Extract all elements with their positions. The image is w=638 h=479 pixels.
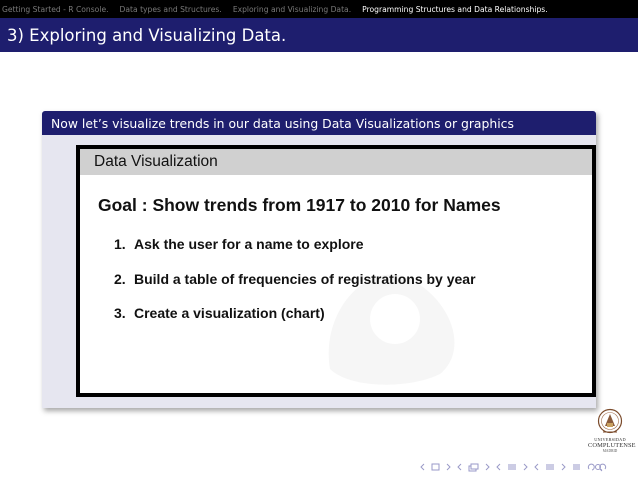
university-seal-icon — [597, 408, 623, 436]
frame-title-bar — [0, 18, 638, 52]
section-navigation-bar — [0, 0, 638, 18]
slide-icon[interactable] — [431, 463, 440, 471]
subsection-icon[interactable] — [507, 463, 517, 471]
section-next-icon[interactable] — [561, 463, 566, 471]
section-prev-icon[interactable] — [534, 463, 539, 471]
logo-line-2: COMPLUTENSE — [588, 442, 636, 449]
list-item-number: 1. — [114, 236, 126, 252]
subsection-next-icon[interactable] — [523, 463, 528, 471]
frame-title: 3) Exploring and Visualizing Data. — [7, 25, 287, 45]
slide-header-text: Data Visualization — [94, 153, 218, 170]
list-item — [114, 305, 476, 321]
nav-item-exploring[interactable]: Exploring and Visualizing Data. — [232, 4, 352, 14]
beamer-navigation-symbols — [420, 461, 607, 473]
nav-item-programming[interactable]: Programming Structures and Data Relationships. — [362, 4, 548, 14]
list-item-text: Create a visualization (chart) — [134, 305, 325, 322]
search-icon[interactable] — [587, 463, 607, 472]
slide-next-icon[interactable] — [446, 463, 451, 471]
list-item — [114, 271, 476, 287]
slide-header — [80, 149, 592, 175]
frame-icon[interactable] — [468, 463, 479, 472]
section-icon[interactable] — [545, 463, 555, 471]
nav-item-data-types[interactable]: Data types and Structures. — [119, 4, 222, 14]
university-logo — [588, 408, 636, 460]
list-item — [114, 236, 476, 252]
slide-steps-list — [114, 236, 476, 340]
frame-next-icon[interactable] — [485, 463, 490, 471]
list-item-text: Build a table of frequencies of registrations by year — [134, 270, 476, 287]
subsection-prev-icon[interactable] — [496, 463, 501, 471]
slide-goal-text: Goal : Show trends from 1917 to 2010 for Names — [98, 195, 501, 215]
logo-line-3: MADRID — [602, 449, 618, 453]
logo-line-1: UNIVERSIDAD — [594, 437, 626, 442]
embedded-slide-image — [76, 145, 596, 397]
list-icon[interactable] — [572, 463, 581, 471]
list-item-text: Ask the user for a name to explore — [134, 236, 364, 252]
frame-prev-icon[interactable] — [457, 463, 462, 471]
list-item-number: 2. — [114, 270, 126, 287]
block-header: Now let’s visualize trends in our data using Data Visualizations or graphics — [42, 111, 596, 135]
nav-item-getting-started[interactable]: Getting Started - R Console. — [2, 4, 109, 14]
list-item-number: 3. — [114, 305, 126, 322]
slide-prev-icon[interactable] — [420, 463, 425, 471]
